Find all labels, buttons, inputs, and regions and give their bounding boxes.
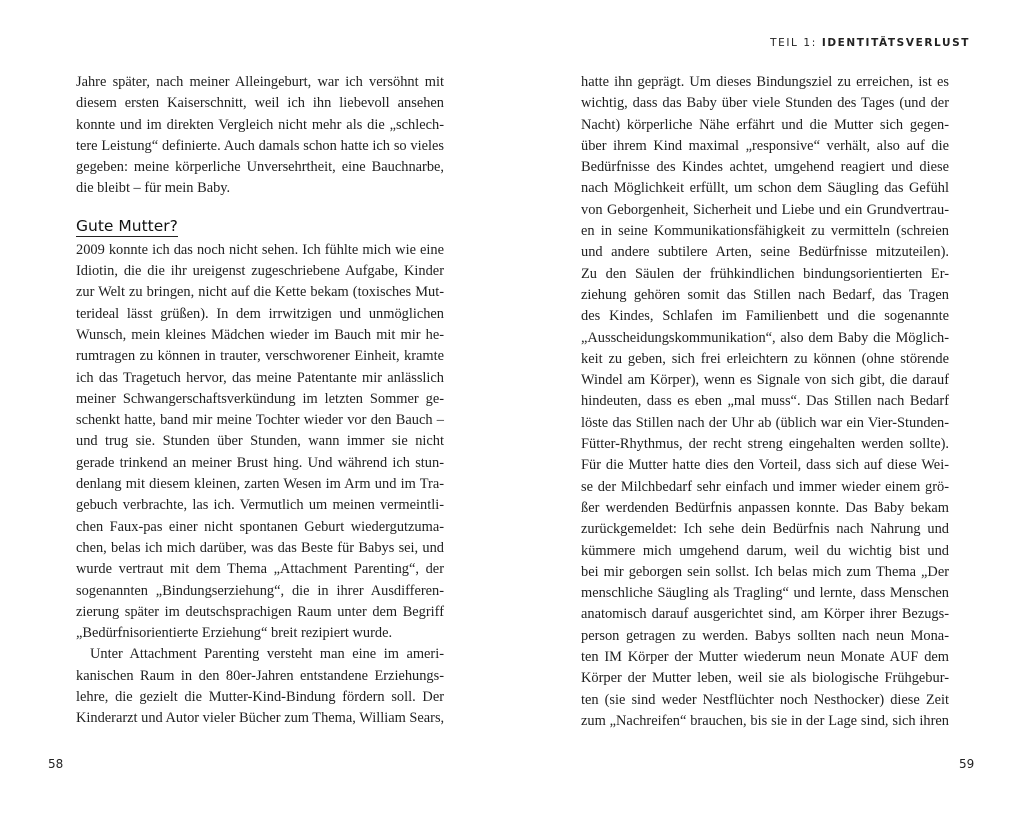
text-line: diesem ersten Kaiserschnitt, weil ich ihn liebevoll ansehen (76, 95, 444, 112)
text-line: gegeben: meine körperliche Unversehrtheit, eine Bauchnarbe, (76, 159, 444, 176)
text-line: und trug sie. Stunden über Stunden, wann immer sie nicht (76, 433, 444, 450)
text-line: Körper der Mutter leben, weil sie als biologische Frühgebur- (581, 670, 949, 687)
text-line: gerade trinkend an meiner Brust hing. Und während ich stun- (76, 454, 444, 471)
text-line: en in seine Kommunikationsfähigkeit zu vermitteln (schreien (581, 223, 949, 240)
text-line: keit zu geben, sich frei erleichtern zu können (ohne störende (581, 350, 949, 367)
section-heading-text: Gute Mutter? (76, 216, 178, 235)
text-line: „Bedürfnisorientierte Erziehung“ breit rezipiert wurde. (76, 625, 393, 642)
text-line: person getragen zu werden. Babys sollten nach neun Mona- (581, 627, 949, 644)
text-line: tere Leistung“ definierte. Auch damals schon hatte ich so vieles (76, 137, 444, 154)
left-text-block (76, 72, 444, 730)
text-line: chen, belas ich mich darüber, was das Beste für Babys sei, und (76, 539, 444, 556)
right-text-block (581, 72, 949, 732)
text-line: terideal lässt grüßen). In dem irrwitzigen und unmöglichen (76, 305, 444, 322)
paragraph-attachment-parenting (76, 644, 444, 729)
page-number-left: 58 (48, 757, 64, 771)
intro-paragraph (76, 72, 444, 200)
text-line: konnte und im direkten Vergleich nicht mehr als die „schlech- (76, 116, 444, 133)
text-line: sogenannten „Bindungserziehung“, die in ihrer Ausdifferen- (76, 582, 444, 599)
text-line: von Geborgenheit, Sicherheit und Liebe und ein Grundvertrau- (581, 201, 949, 218)
text-line: wichtig, dass das Baby über viele Stunden des Tages (und der (581, 95, 949, 112)
text-line: zurückgemeldet: Ich sehe dein Bedürfnis nach Nahrung und (581, 521, 949, 538)
text-line: zierung später im deutschsprachigen Raum unter dem Begriff (76, 603, 444, 620)
text-line: die bleibt – für mein Baby. (76, 180, 231, 197)
right-page (510, 0, 1020, 813)
text-line: ten (sie sind weder Nestflüchter noch Nesthocker) diese Zeit (581, 691, 949, 708)
text-line: ten IM Körper der Mutter wiederum neun Monate AUF dem (581, 649, 949, 666)
text-line: rumtragen zu können in trauter, verschworener Einheit, kramte (76, 348, 444, 365)
text-line: des Kindes, Schlafen im Familienbett und die sogenannte (581, 308, 949, 325)
text-line: hindeuten, dass es eben „mal muss“. Das Stillen nach Bedarf (581, 393, 949, 410)
paragraph-gute-mutter (76, 240, 444, 645)
running-head-chapter: IDENTITÄTSVERLUST (821, 37, 970, 49)
text-line: Unter Attachment Parenting versteht man eine im ameri- (90, 646, 444, 663)
running-head-part: TEIL 1: (770, 37, 817, 49)
text-line: Jahre später, nach meiner Alleingeburt, war ich versöhnt mit (76, 74, 444, 90)
text-line: löste das Stillen nach der Uhr ab (üblich war ein Vier-Stunden- (581, 414, 949, 431)
text-line: meiner Schwangerschaftsverkündung im letzten Sommer ge- (76, 390, 444, 407)
text-line: bei mir geborgen sein sollst. Ich belas mich zum Thema „Der (581, 563, 949, 580)
text-line: se der Milchbedarf sehr einfach und immer wieder einem grö- (581, 478, 949, 495)
text-line: lehre, die gezielt die Mutter-Kind-Bindung fördern soll. Der (76, 689, 444, 706)
text-line: Wunsch, mein kleines Mädchen wieder im Bauch mit mir he- (76, 326, 444, 343)
text-line: denlang mit diesem kleinen, zarten Wesen im Arm und im Tra- (76, 476, 444, 493)
text-line: ßer werdenden Bedürfnis anpassen konnte. Das Baby bekam (581, 499, 949, 516)
text-line: zur Welt zu bringen, nicht auf die Kette bekam (toxisches Mut- (76, 284, 444, 301)
heading-spacer (76, 200, 444, 212)
page-number-right: 59 (959, 757, 975, 771)
text-line: ich das Tragetuch hervor, das meine Patentante mir anlässlich (76, 369, 444, 386)
text-line: „Ausscheidungskommunikation“, also dem Baby die Möglich- (581, 329, 949, 346)
text-line: Idiotin, die die ihr ureigenst zugeschriebene Aufgabe, Kinder (76, 263, 444, 280)
text-line: anatomisch darauf ausgerichtet sind, am Körper ihrer Bezugs- (581, 606, 949, 623)
text-line: gebuch verbrachte, las ich. Vermutlich um meinen vermeintli- (76, 497, 444, 514)
text-line: nach Möglichkeit erfüllt, um schon dem Säugling das Gefühl (581, 180, 949, 197)
text-line: schenkt hatte, band mir meine Tochter wieder vor den Bauch – (76, 412, 444, 429)
text-line: und andere subtilere Arten, seine Bedürfnisse mitzuteilen). (581, 244, 949, 261)
text-line: Für die Mutter hatte dies den Vorteil, dass sich auf diese Wei- (581, 457, 949, 474)
text-line: über ihrem Kind maximal „responsive“ verhält, also auf die (581, 137, 949, 154)
text-line: Bedürfnisse des Kindes achtet, umgehend reagiert und diese (581, 159, 949, 176)
text-line: zum „Nachreifen“ brauchen, bis sie in der Lage sind, sich ihren (581, 712, 949, 729)
text-line: kümmere mich umgehend darum, weil du wichtig bist und (581, 542, 949, 559)
text-line: Windel am Körper), wenn es Signale von sich gibt, die darauf (581, 372, 949, 389)
text-line: Zu den Säulen der frühkindlichen bindungsorientierten Er- (581, 265, 949, 282)
text-line: menschliche Säugling als Tragling“ und lernte, dass Menschen (581, 585, 949, 602)
section-heading (76, 212, 444, 240)
text-line: hatte ihn geprägt. Um dieses Bindungsziel zu erreichen, ist es (581, 74, 949, 90)
running-head (770, 37, 970, 49)
text-line: Nacht) körperliche Nähe erfährt und die Mutter sich gegen- (581, 116, 949, 133)
text-line: Kinderarzt und Autor vieler Bücher zum Thema, William Sears, (76, 710, 445, 727)
text-line: chen Faux-pas einer nicht spontanen Geburt wiedergutzuma- (76, 518, 444, 535)
text-line: ziehung gehören somit das Stillen nach Bedarf, das Tragen (581, 286, 949, 303)
text-line: Fütter-Rhythmus, der recht streng eingehalten werden sollte). (581, 436, 949, 453)
text-line: kanischen Raum in den 80er-Jahren entstandene Erziehungs- (76, 667, 444, 684)
text-line: wurde vertraut mit dem Thema „Attachment Parenting“, der (76, 561, 444, 578)
text-line: 2009 konnte ich das noch nicht sehen. Ich fühlte mich wie eine (76, 241, 444, 258)
